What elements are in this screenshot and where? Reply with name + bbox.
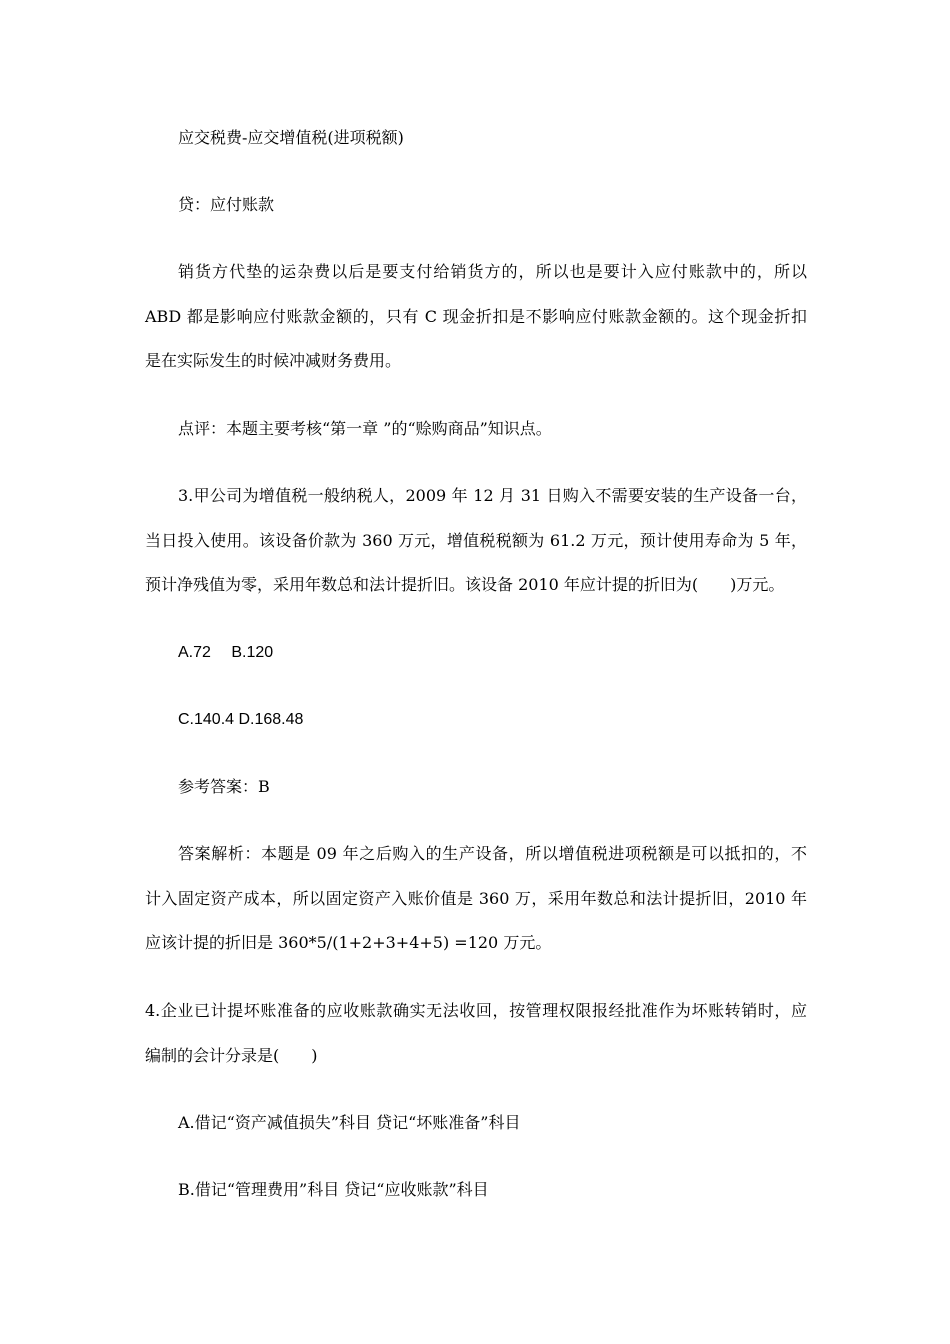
question-3-answer: 参考答案：B: [178, 777, 270, 796]
question-3-analysis-line: 计入固定资产成本，所以固定资产入账价值是 360 万，采用年数总和法计提折旧，2010 年: [145, 889, 807, 908]
question-3-stem-line: 当日投入使用。该设备价款为 360 万元，增值税税额为 61.2 万元，预计使用寿命为 5 年，: [145, 531, 807, 550]
entry-line-credit: 贷：应付账款: [178, 195, 275, 214]
question-3-analysis-line: 答案解析：本题是 09 年之后购入的生产设备，所以增值税进项税额是可以抵扣的，不: [178, 844, 807, 863]
entry-line-debit-tax: 应交税费-应交增值税(进项税额): [178, 128, 404, 147]
question-4-option-a: A.借记“资产减值损失”科目 贷记“坏账准备”科目: [178, 1113, 521, 1132]
paragraph-line: 是在实际发生的时候冲减财务费用。: [145, 351, 402, 370]
comment-line: 点评：本题主要考核“第一章 ”的“赊购商品”知识点。: [178, 419, 552, 438]
paragraph-line: 销货方代垫的运杂费以后是要支付给销货方的，所以也是要计入应付账款中的，所以: [178, 262, 807, 281]
question-4-option-b: B.借记“管理费用”科目 贷记“应收账款”科目: [178, 1180, 489, 1199]
question-4-stem-line: 编制的会计分录是( ): [145, 1046, 318, 1065]
paragraph-line: ABD 都是影响应付账款金额的，只有 C 现金折扣是不影响应付账款金额的。这个现金折扣: [145, 307, 807, 326]
question-3-stem-line: 预计净残值为零，采用年数总和法计提折旧。该设备 2010 年应计提的折旧为( )万元。: [145, 575, 785, 594]
question-4-stem-line: 4.企业已计提坏账准备的应收账款确实无法收回，按管理权限报经批准作为坏账转销时，应: [145, 1001, 807, 1020]
question-3-analysis-line: 应该计提的折旧是 360*5/(1+2+3+4+5) =120 万元。: [145, 933, 552, 952]
question-3-options-line: C.140.4 D.168.48: [178, 711, 304, 728]
question-3-options-line: A.72 B.120: [178, 644, 274, 661]
question-3-stem-line: 3.甲公司为增值税一般纳税人，2009 年 12 月 31 日购入不需要安装的生产设备一台，: [178, 486, 807, 505]
